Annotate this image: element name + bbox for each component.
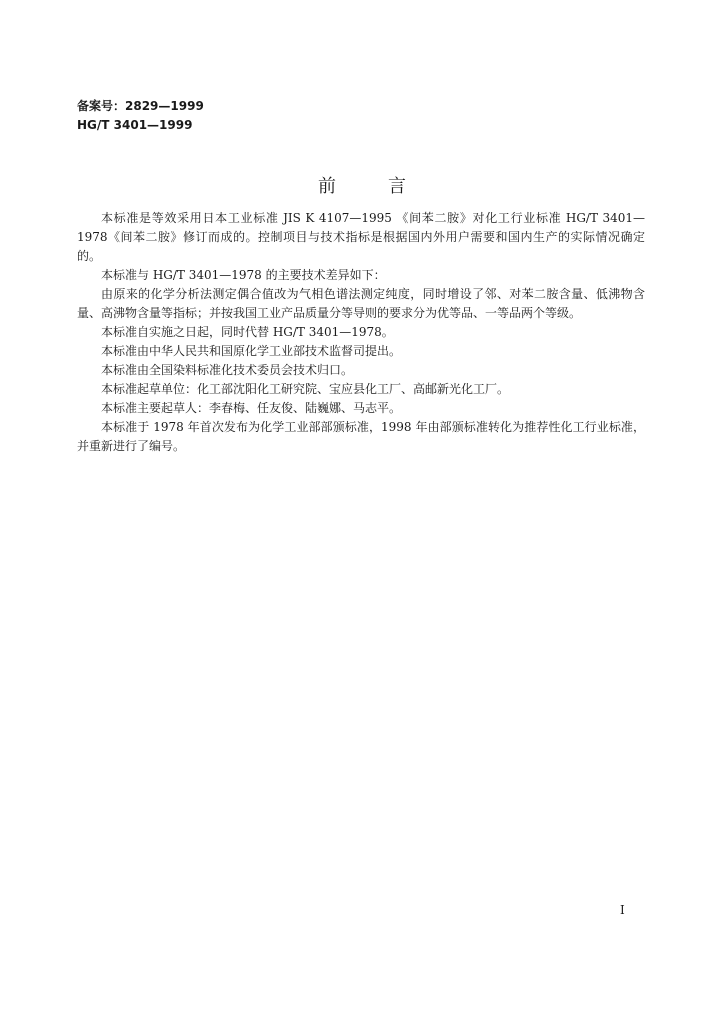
- page-number: I: [620, 903, 625, 917]
- record-number: 备案号：2829—1999: [77, 99, 204, 113]
- paragraph: 本标准由中华人民共和国原化学工业部技术监督司提出。: [101, 344, 402, 358]
- page-title: 前言: [318, 176, 458, 197]
- standard-number: HG/T 3401—1999: [77, 118, 193, 132]
- paragraph: 本标准起草单位：化工部沈阳化工研究院、宝应县化工厂、高邮新光化工厂。: [101, 382, 510, 396]
- paragraph: 本标准主要起草人：李春梅、任友俊、陆巍娜、马志平。: [101, 401, 402, 415]
- paragraph: 本标准于 1978 年首次发布为化学工业部部颁标准，1998 年由部颁标准转化为推荐性化工行业标准，并重新进行了编号。: [77, 420, 645, 453]
- paragraph: 本标准与 HG/T 3401—1978 的主要技术差异如下：: [101, 268, 386, 282]
- paragraph: 本标准是等效采用日本工业标准 JIS K 4107—1995 《间苯二胺》对化工行业标准 HG/T 3401—1978《间苯二胺》修订而成的。控制项目与技术指标是根据国内外用户需要和国内生产的实际情况确定的。: [77, 211, 645, 263]
- paragraph: 本标准自实施之日起，同时代替 HG/T 3401—1978。: [101, 325, 394, 339]
- paragraph: 本标准由全国染料标准化技术委员会技术归口。: [101, 363, 354, 377]
- foreword-body: [77, 209, 645, 456]
- document-header: [77, 97, 204, 135]
- paragraph: 由原来的化学分析法测定偶合值改为气相色谱法测定纯度，同时增设了邻、对苯二胺含量、低沸物含量、高沸物含量等指标；并按我国工业产品质量分等导则的要求分为优等品、一等品两个等级。: [77, 287, 645, 320]
